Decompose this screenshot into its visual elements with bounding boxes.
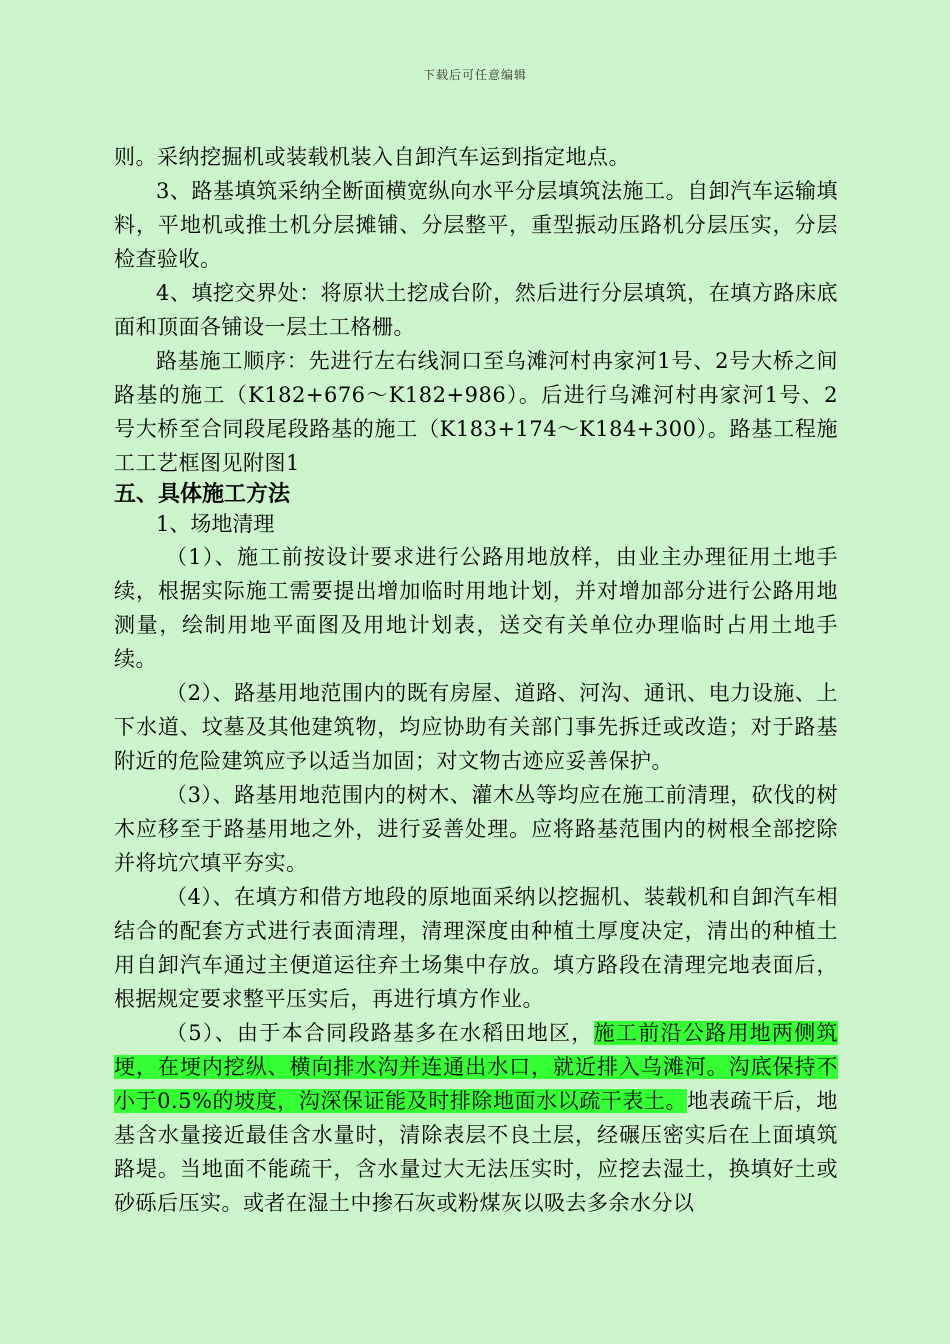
item-2: （2）、路基用地范围内的既有房屋、道路、河沟、通讯、电力设施、上下水道、坟墓及其他建筑物，均应协助有关部门事先拆迁或改造；对于路基附近的危险建筑应予以适当加固；对文物古迹应妥善保护。 bbox=[114, 681, 838, 773]
section-title: 五、具体施工方法 bbox=[114, 482, 291, 507]
item-5-end: 地表疏干后，地基含水量接近最佳含水量时，清除表层不良土层，经碾压密实后在上面填筑路堤。当地面不能疏干，含水量过大无法压实时，应挖去湿土，换填好土或砂砾后压实。或者在湿土中掺石灰或粉煤灰以吸去多余水分以 bbox=[114, 1089, 838, 1215]
item-3: （3）、路基用地范围内的树木、灌木丛等均应在施工前清理，砍伐的树木应移至于路基用地之外，进行妥善处理。应将路基范围内的树根全部挖除并将坑穴填平夯实。 bbox=[114, 783, 838, 875]
subsection-title: 1、场地清理 bbox=[156, 512, 275, 536]
paragraph-4: 路基施工顺序：先进行左右线洞口至乌滩河村冉家河1号、2号大桥之间路基的施工（K182+676～K182+986）。后进行乌滩河村冉家河1号、2号大桥至合同段尾段路基的施工（K183+174～K184+300）。路基工程施工工艺框图见附图1 bbox=[114, 349, 838, 475]
item-1: （1）、施工前按设计要求进行公路用地放样，由业主办理征用土地手续，根据实际施工需要提出增加临时用地计划，并对增加部分进行公路用地测量，绘制用地平面图及用地计划表，送交有关单位办理临时占用土地手续。 bbox=[114, 545, 838, 671]
paragraph-3: 4、填挖交界处：将原状土挖成台阶，然后进行分层填筑，在填方路床底面和顶面各铺设一层土工格栅。 bbox=[114, 281, 838, 339]
item-5 bbox=[114, 1016, 838, 1220]
item-5-start: （5）、由于本合同段路基多在水稻田地区， bbox=[166, 1021, 594, 1045]
paragraph-2: 3、路基填筑采纳全断面横宽纵向水平分层填筑法施工。自卸汽车运输填料，平地机或推土机分层摊铺、分层整平，重型振动压路机分层压实，分层检查验收。 bbox=[114, 179, 838, 271]
highlighted-text: 施工前沿公路用地两侧筑埂，在埂内挖纵、横向排水沟并连通出水口，就近排入乌滩河。沟底保持不小于0.5%的坡度，沟深保证能及时排除地面水以疏干表土。 bbox=[114, 1021, 839, 1113]
document-body bbox=[114, 140, 838, 1220]
header-note: 下载后可任意编辑 bbox=[422, 68, 527, 82]
item-4: （4）、在填方和借方地段的原地面采纳以挖掘机、装载机和自卸汽车相结合的配套方式进行表面清理，清理深度由种植土厚度决定，清出的种植土用自卸汽车通过主便道运往弃土场集中存放。填方路段在清理完地表面后，根据规定要求整平压实后，再进行填方作业。 bbox=[114, 885, 838, 1011]
paragraph-1: 则。采纳挖掘机或装载机装入自卸汽车运到指定地点。 bbox=[114, 145, 630, 169]
